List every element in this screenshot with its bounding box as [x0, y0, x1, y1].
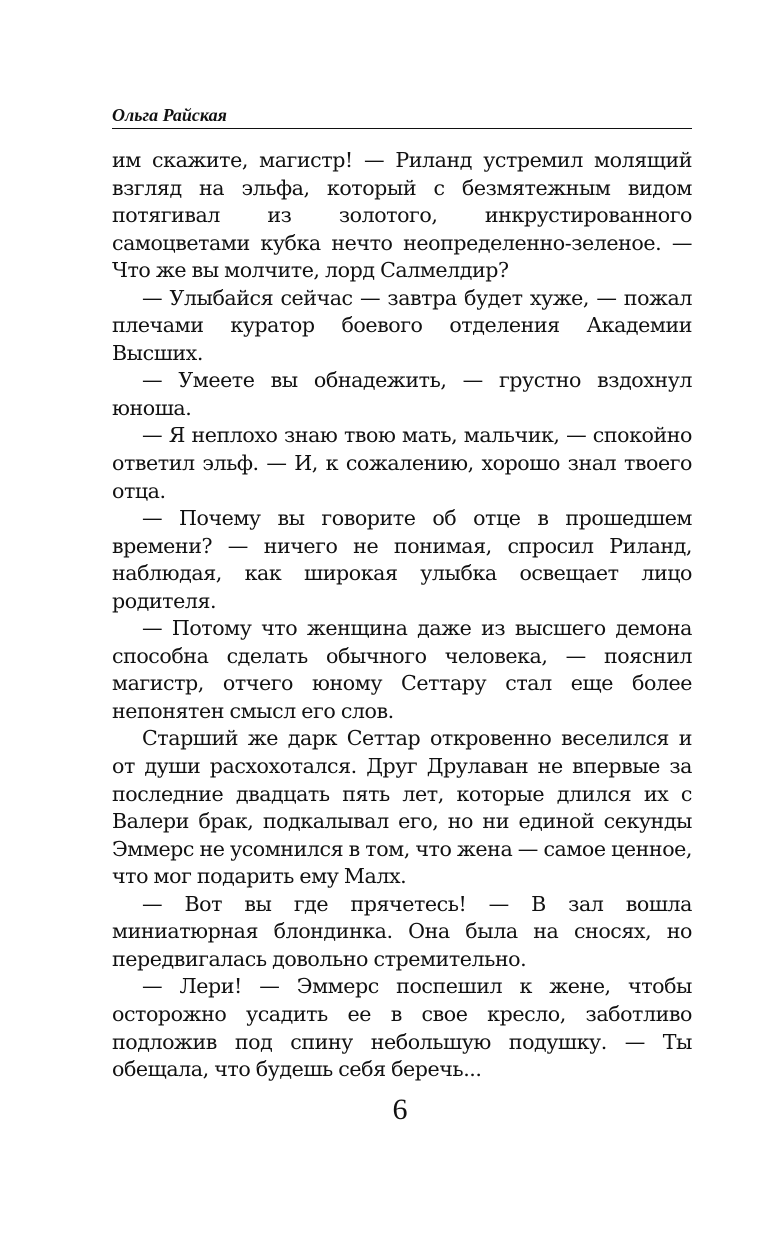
paragraph-1: им скажите, магистр! — Риланд устремил молящий взгляд на эльфа, который с безмятежным видом потягивал из золотого, инкрустированного самоцветами кубка нечто неопределенно-зеленое. — Что же вы молчите, лорд Салмелдир? — [112, 148, 692, 283]
paragraph-5: — Почему вы говорите об отце в прошедшем времени? — ничего не понимая, спросил Риланд, наблюдая, как широкая улыбка освещает лицо родителя. — [112, 506, 692, 613]
running-header-author: Ольга Райская — [112, 105, 227, 125]
page-number: 6 — [392, 1093, 408, 1126]
paragraph-6: — Потому что женщина даже из высшего демона способна сделать обычного человека, — пояснил магистр, отчего юному Сеттару стал еще более непонятен смысл его слов. — [112, 616, 692, 723]
paragraph-4: — Я неплохо знаю твою мать, мальчик, — спокойно ответил эльф. — И, к сожалению, хорошо знал твоего отца. — [112, 423, 692, 503]
paragraph-7: Старший же дарк Сеттар откровенно веселился и от души расхохотался. Друг Друлаван не впервые за последние двадцать пять лет, которые длился их с Валери брак, подкалывал его, но ни единой секунды Эммерс не усомнился в том, что жена — самое ценное, что мог подарить ему Малх. — [112, 726, 692, 889]
paragraph-2: — Улыбайся сейчас — завтра будет хуже, — пожал плечами куратор боевого отделения Академии Высших. — [112, 285, 692, 365]
paragraph-8: — Вот вы где прячетесь! — В зал вошла миниатюрная блондинка. Она была на сносях, но передвигалась довольно стремительно. — [112, 891, 692, 971]
paragraph-9: — Лери! — Эммерс поспешил к жене, чтобы осторожно усадить ее в свое кресло, заботливо подложив под спину небольшую подушку. — Ты обещала, что будешь себя беречь... — [112, 974, 692, 1082]
header-rule — [112, 128, 692, 129]
paragraph-3: — Умеете вы обнадежить, — грустно вздохнул юноша. — [112, 368, 692, 420]
body-text — [112, 147, 692, 1084]
